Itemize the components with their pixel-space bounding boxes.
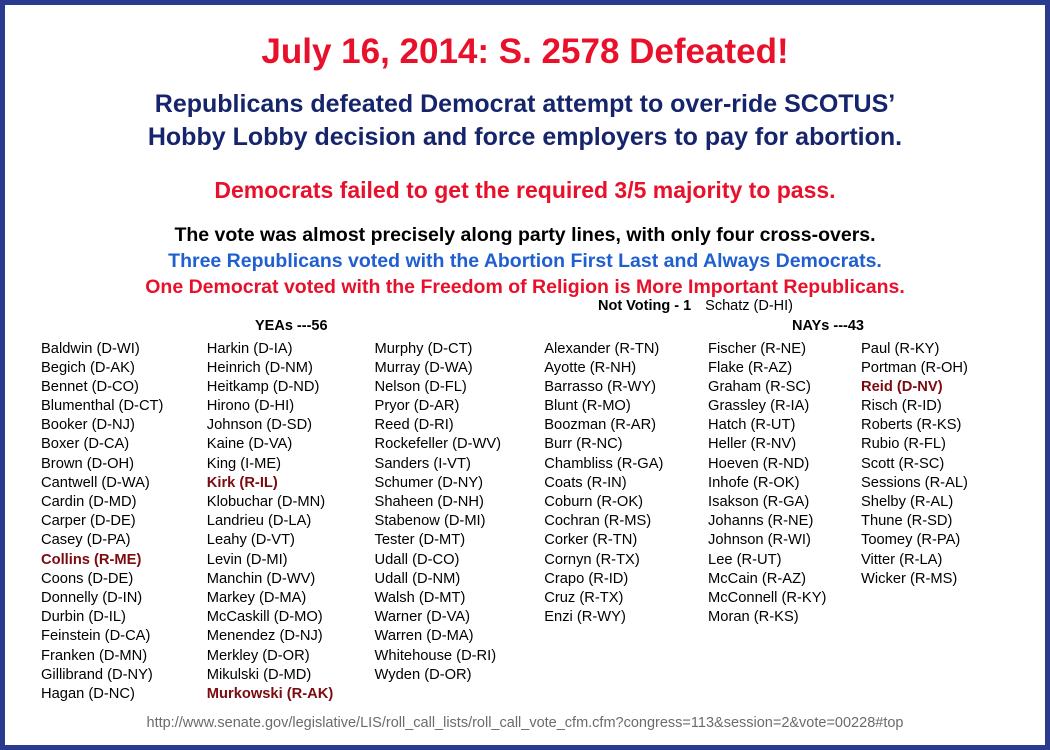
senator-name: Cruz (R-TX) [544, 589, 624, 606]
senator-name: Durbin (D-IL) [41, 609, 126, 626]
senator-name: Nelson (D-FL) [374, 378, 467, 395]
senator-name: Levin (D-MI) [206, 551, 288, 568]
senator-name: McConnell (R-KY) [708, 589, 827, 606]
senator-name: Boxer (D-CA) [41, 436, 130, 453]
senator-name: Alexander (R-TN) [544, 340, 660, 357]
senator-name: Murkowski (R-AK) [206, 685, 334, 702]
nay-column-2 [708, 340, 861, 705]
senator-name: Inhofe (R-OK) [708, 474, 800, 491]
yea-column-3 [375, 340, 545, 705]
senator-name: Kaine (D-VA) [206, 436, 293, 453]
senator-name: Sanders (I-VT) [374, 455, 471, 472]
senator-name: Johnson (R-WI) [708, 532, 811, 549]
senator-name: Warner (D-VA) [374, 609, 470, 626]
senator-name: Hirono (D-HI) [206, 398, 295, 415]
senator-name: Udall (D-NM) [374, 570, 461, 587]
senator-name: Kirk (R-IL) [206, 474, 278, 491]
page-title: July 16, 2014: S. 2578 Defeated! [261, 32, 789, 71]
not-voting-block [598, 298, 793, 314]
senator-name: Enzi (R-WY) [544, 609, 626, 626]
nay-column-3 [861, 340, 1009, 705]
senator-name: Isakson (R-GA) [708, 494, 810, 510]
senator-name: McCaskill (D-MO) [206, 609, 323, 626]
senator-name: Begich (D-AK) [41, 359, 135, 376]
senator-name: Burr (R-NC) [544, 436, 623, 453]
senator-name: Wicker (R-MS) [861, 570, 958, 587]
note-one-democrat: One Democrat voted with the Freedom of Religion is More Important Republicans. [145, 275, 905, 298]
senator-name: Cardin (D-MD) [41, 494, 137, 510]
subheading-line-1: Republicans defeated Democrat attempt to over-ride SCOTUS’ [154, 90, 896, 118]
senator-name: Reid (D-NV) [861, 378, 943, 395]
senator-name: Murray (D-WA) [374, 359, 473, 376]
senator-name: Grassley (R-IA) [708, 398, 810, 415]
nay-column-1 [544, 340, 708, 705]
senator-name: Ayotte (R-NH) [544, 359, 637, 376]
senator-name: Cornyn (R-TX) [544, 551, 640, 568]
senator-name: Udall (D-CO) [374, 551, 460, 568]
senator-name: Reed (D-RI) [374, 417, 454, 434]
senator-name: Johnson (D-SD) [206, 417, 313, 434]
senator-name: Risch (R-ID) [861, 398, 942, 415]
senator-name: Coburn (R-OK) [544, 494, 644, 510]
senator-name: Flake (R-AZ) [708, 359, 793, 376]
senator-name: Rubio (R-FL) [861, 436, 946, 453]
senator-name: Stabenow (D-MI) [374, 513, 486, 530]
senator-name: Hagan (D-NC) [41, 685, 135, 702]
senator-name: Leahy (D-VT) [206, 532, 295, 549]
senator-name: Feinstein (D-CA) [41, 628, 151, 645]
senator-name: Merkley (D-OR) [206, 647, 310, 664]
senator-name: Pryor (D-AR) [374, 398, 460, 415]
senator-name: Collins (R-ME) [41, 551, 142, 568]
tally-row [5, 318, 1045, 338]
subheading [5, 88, 1045, 155]
senator-name: Boozman (R-AR) [544, 417, 657, 434]
senator-name: Fischer (R-NE) [708, 340, 806, 357]
failed-statement: Democrats failed to get the required 3/5 majority to pass. [214, 176, 836, 203]
yea-column-2 [207, 340, 375, 705]
senator-name: Graham (R-SC) [708, 378, 811, 395]
subheading-line-2: Hobby Lobby decision and force employers to pay for abortion. [147, 123, 903, 152]
senator-name: Paul (R-KY) [861, 340, 940, 357]
senator-name: Blumenthal (D-CT) [41, 398, 164, 415]
senator-name: McCain (R-AZ) [708, 570, 806, 587]
senator-name: Shaheen (D-NH) [374, 494, 484, 510]
senator-name: Thune (R-SD) [861, 513, 953, 530]
senator-name: Chambliss (R-GA) [544, 455, 664, 472]
senator-name: Wyden (D-OR) [374, 666, 472, 683]
senator-name: Cochran (R-MS) [544, 513, 652, 530]
senator-name: Scott (R-SC) [861, 455, 945, 472]
senator-name: Harkin (D-IA) [206, 340, 293, 357]
senator-name: Heinrich (D-NM) [206, 359, 313, 376]
not-voting-label: Not Voting - 1 [598, 298, 692, 314]
senator-name: Landrieu (D-LA) [206, 513, 312, 530]
senator-name: Markey (D-MA) [206, 589, 307, 606]
senator-name: Booker (D-NJ) [41, 417, 135, 434]
senator-name: Schumer (D-NY) [374, 474, 484, 491]
senator-name: Toomey (R-PA) [861, 532, 961, 549]
senator-name: Shelby (R-AL) [861, 494, 954, 510]
senator-name: Casey (D-PA) [41, 532, 131, 549]
senator-name: King (I-ME) [206, 455, 282, 472]
senator-name: Corker (R-TN) [544, 532, 638, 549]
senator-name: Klobuchar (D-MN) [206, 494, 326, 510]
senator-name: Tester (D-MT) [374, 532, 466, 549]
senator-name: Rockefeller (D-WV) [374, 436, 502, 453]
senator-name: Johanns (R-NE) [708, 513, 814, 530]
senator-name: Coats (R-IN) [544, 474, 627, 491]
senator-name: Menendez (D-NJ) [206, 628, 323, 645]
senator-name: Walsh (D-MT) [374, 589, 466, 606]
notes-block [5, 224, 1045, 299]
senator-name: Crapo (R-ID) [544, 570, 629, 587]
senator-name: Franken (D-MN) [41, 647, 148, 664]
yea-column-1 [41, 340, 207, 705]
senator-name: Murphy (D-CT) [374, 340, 473, 357]
senator-name: Blunt (R-MO) [544, 398, 631, 415]
senator-name: Heitkamp (D-ND) [206, 378, 320, 395]
senator-name: Moran (R-KS) [708, 609, 799, 626]
senator-name: Lee (R-UT) [708, 551, 782, 568]
senator-name: Bennet (D-CO) [41, 378, 139, 395]
source-url: http://www.senate.gov/legislative/LIS/roll_call_lists/roll_call_vote_cfm.cfm?congress=113&session=2&vote=00228#top [146, 715, 904, 731]
senator-name: Roberts (R-KS) [861, 417, 962, 434]
yeas-tally-label: YEAs ---56 [255, 317, 328, 334]
senator-name: Hatch (R-UT) [708, 417, 796, 434]
senator-name: Warren (D-MA) [374, 628, 474, 645]
senator-name: Vitter (R-LA) [861, 551, 943, 568]
senator-name: Cantwell (D-WA) [41, 474, 150, 491]
vote-columns [5, 340, 1045, 705]
senator-name: Heller (R-NV) [708, 436, 797, 453]
senator-name: Sessions (R-AL) [861, 474, 968, 491]
senator-name: Coons (D-DE) [41, 570, 134, 587]
nays-tally-label: NAYs ---43 [792, 317, 864, 334]
senator-name: Hoeven (R-ND) [708, 455, 810, 472]
senator-name: Portman (R-OH) [861, 359, 968, 376]
note-party-lines: The vote was almost precisely along party lines, with only four cross-overs. [174, 223, 876, 246]
senator-name: Brown (D-OH) [41, 455, 135, 472]
senator-name: Barrasso (R-WY) [544, 378, 657, 395]
senator-name: Manchin (D-WV) [206, 570, 316, 587]
senator-name: Carper (D-DE) [41, 513, 136, 530]
senator-name: Gillibrand (D-NY) [41, 666, 153, 683]
senator-name: Mikulski (D-MD) [206, 666, 312, 683]
senator-name: Baldwin (D-WI) [41, 340, 140, 357]
note-three-republicans: Three Republicans voted with the Abortion First Last and Always Democrats. [168, 249, 882, 272]
senator-name: Whitehouse (D-RI) [374, 647, 497, 664]
not-voting-name: Schatz (D-HI) [705, 298, 793, 314]
senator-name: Donnelly (D-IN) [41, 589, 143, 606]
